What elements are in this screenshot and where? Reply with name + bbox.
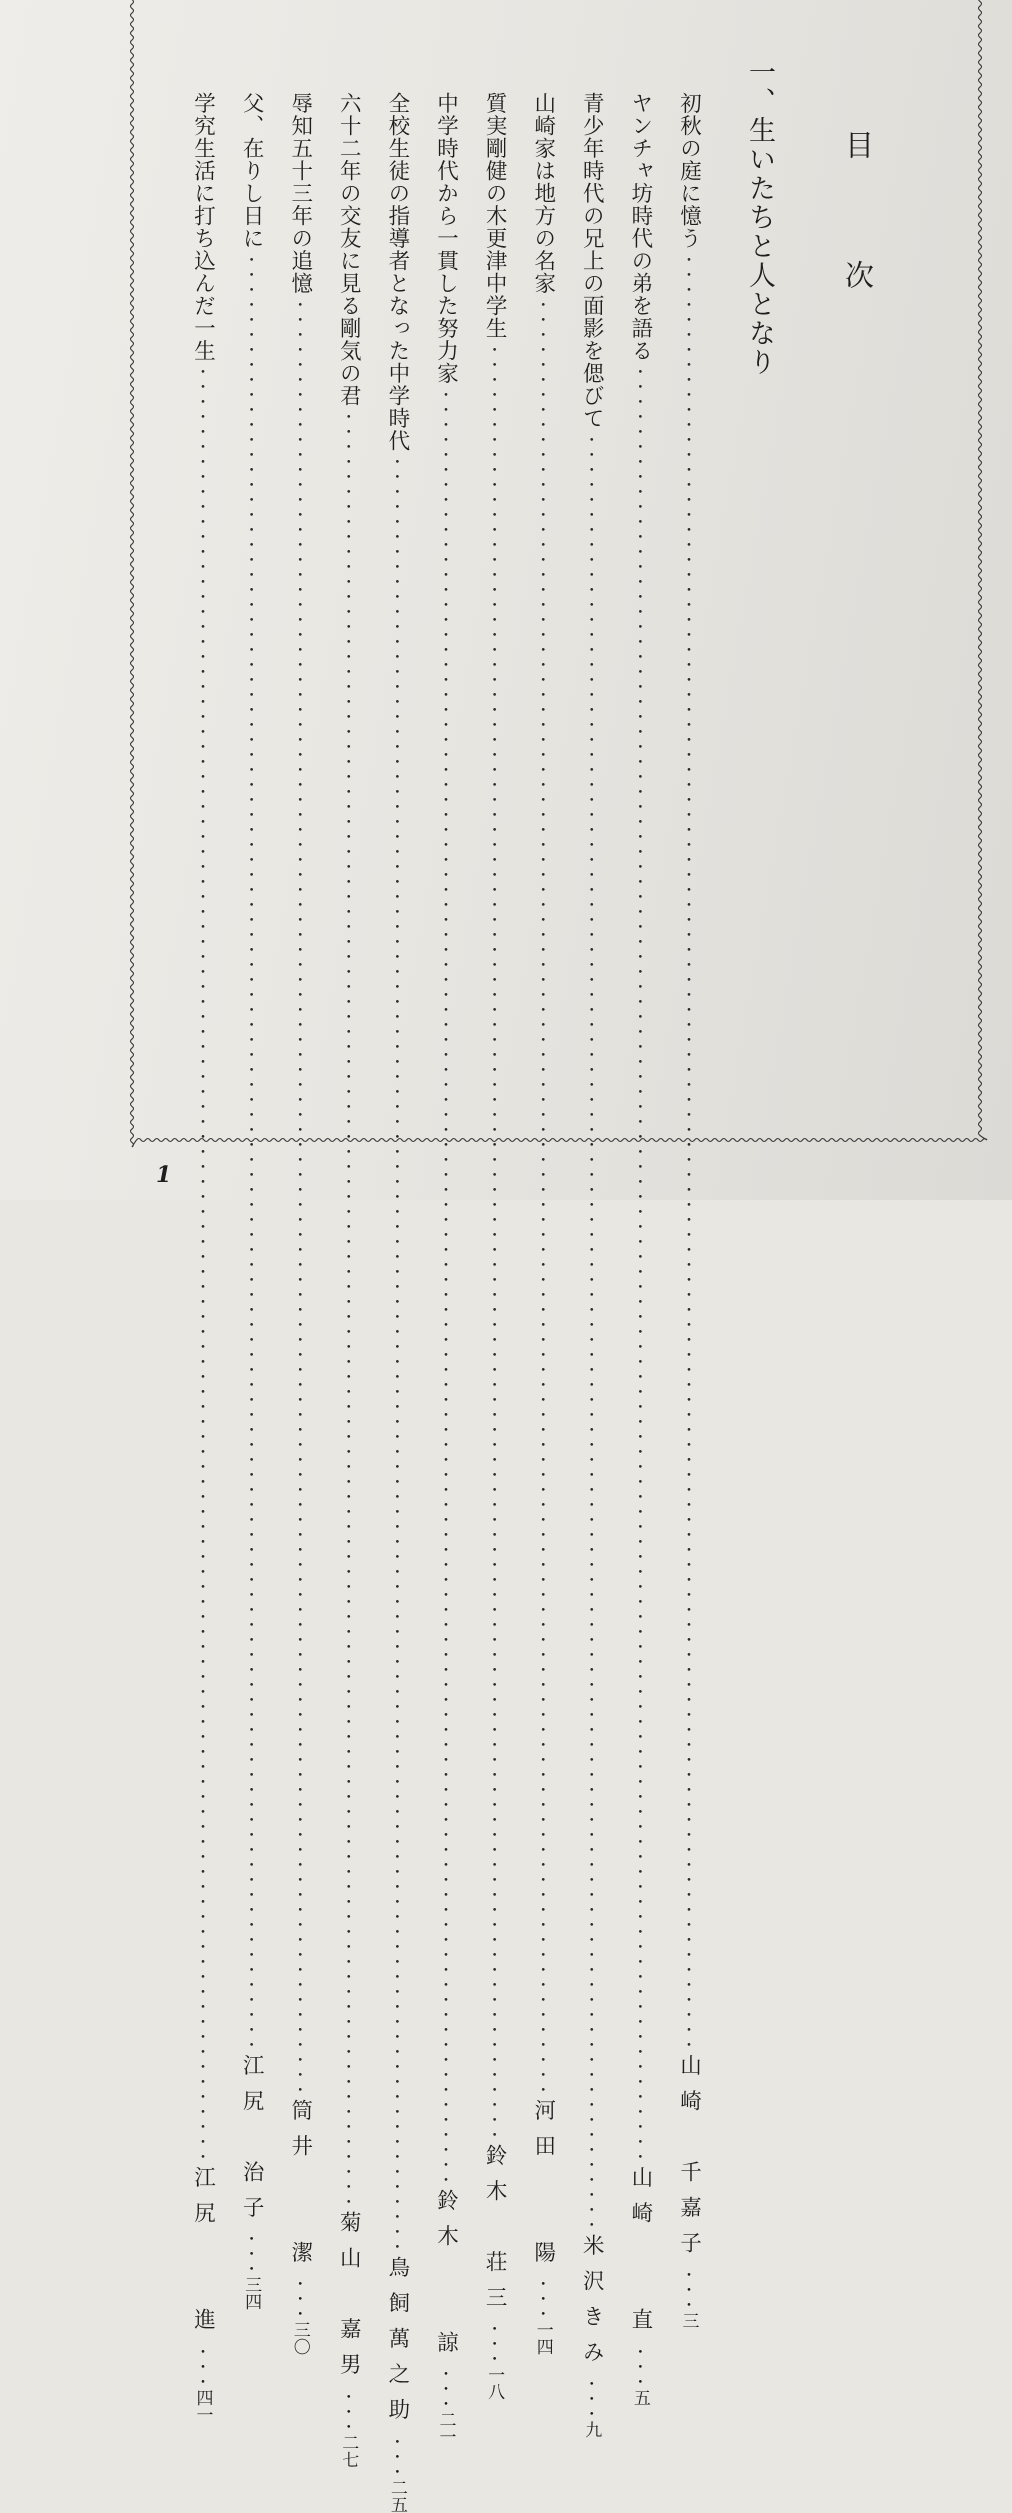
entry-page-number: 二一	[435, 2411, 456, 2445]
entry-author: 河田 陽	[530, 2098, 556, 2276]
leader-dots: ・・・・・・・・・・・・・・・・・・・・・・・・・・・・・・・・・・・・・・・・・・・・・・・・・・・・・・・・・・・・・・・・・・・・・・・・・・・・・・・・・・・・・・・・・・・・・・・・・・・・・・・・・・・・・・・・・・・・・・・・	[242, 251, 261, 2052]
toc-entry	[283, 92, 317, 2355]
entry-title: 父、在りし日に	[239, 92, 265, 250]
toc-title: 目 次	[841, 130, 875, 325]
entry-author: 江尻 進	[190, 2166, 216, 2344]
toc-entry	[672, 92, 706, 2329]
entry-author: 山崎 直	[627, 2166, 653, 2344]
leader-dots: ・・・・・・・・・・・・・・・・・・・・・・・・・・・・・・・・・・・・・・・・・・・・・・・・・・・・・・・・・・・・・・・・・・・・・・・・・・・・・・・・・・・・・・・・・・・・・・・・・・・・・・・・・・・・・・・・・・・・・・・・	[533, 296, 552, 2097]
leader-dots: ・・・・・・・・・・・・・・・・・・・・・・・・・・・・・・・・・・・・・・・・・・・・・・・・・・・・・・・・・・・・・・・・・・・・・・・・・・・・・・・・・・・・・・・・・・・・・・・・・・・・・・・・・・・・・・・・・・・・・・・・	[339, 409, 358, 2209]
leader-dots-short: ・・・	[242, 2231, 261, 2276]
leader-dots-short: ・・・	[436, 2366, 455, 2411]
leader-dots: ・・・・・・・・・・・・・・・・・・・・・・・・・・・・・・・・・・・・・・・・・・・・・・・・・・・・・・・・・・・・・・・・・・・・・・・・・・・・・・・・・・・・・・・・・・・・・・・・・・・・・・・・・・・・・・・・・・・・・・・・	[485, 341, 504, 2142]
toc-entry	[380, 92, 414, 2513]
leader-dots-short: ・・・	[679, 2266, 698, 2312]
toc-entry	[186, 92, 220, 2423]
leader-dots: ・・・・・・・・・・・・・・・・・・・・・・・・・・・・・・・・・・・・・・・・・・・・・・・・・・・・・・・・・・・・・・・・・・・・・・・・・・・・・・・・・・・・・・・・・・・・・・・・・・・・・・・・・・・・・・・・・・・・・・・・	[436, 386, 455, 2187]
entry-title: 質実剛健の木更津中学生	[482, 92, 508, 340]
toc-entry	[429, 92, 463, 2445]
entry-author: 米沢きみ	[579, 2233, 605, 2376]
entry-page-number: 五	[629, 2388, 650, 2406]
leader-dots: ・・・・・・・・・・・・・・・・・・・・・・・・・・・・・・・・・・・・・・・・・・・・・・・・・・・・・・・・・・・・・・・・・・・・・・・・・・・・・・・・・・・・・・・・・・・・・・・・・・・・・・・・・・・・・・・・・・・・・・・・	[582, 431, 601, 2232]
entry-page-number: 一四	[532, 2321, 553, 2355]
leader-dots-short: ・・・	[630, 2343, 649, 2389]
toc-entry	[332, 92, 366, 2468]
entry-page-number: 二七	[338, 2433, 359, 2468]
entry-page-number: 三〇	[289, 2321, 310, 2355]
leader-dots: ・・・・・・・・・・・・・・・・・・・・・・・・・・・・・・・・・・・・・・・・・・・・・・・・・・・・・・・・・・・・・・・・・・・・・・・・・・・・・・・・・・・・・・・・・・・・・・・・・・・・・・・・・・・・・・・・・・・・・・・・	[679, 251, 698, 2052]
leader-dots: ・・・・・・・・・・・・・・・・・・・・・・・・・・・・・・・・・・・・・・・・・・・・・・・・・・・・・・・・・・・・・・・・・・・・・・・・・・・・・・・・・・・・・・・・・・・・・・・・・・・・・・・・・・・・・・・・・・・・・・・・	[193, 364, 212, 2164]
leader-dots: ・・・・・・・・・・・・・・・・・・・・・・・・・・・・・・・・・・・・・・・・・・・・・・・・・・・・・・・・・・・・・・・・・・・・・・・・・・・・・・・・・・・・・・・・・・・・・・・・・・・・・・・・・・・・・・・・・・・・・・・・	[630, 364, 649, 2164]
leader-dots-short: ・・・	[485, 2321, 504, 2366]
entry-author: 鈴木 諒	[433, 2188, 459, 2366]
leader-dots: ・・・・・・・・・・・・・・・・・・・・・・・・・・・・・・・・・・・・・・・・・・・・・・・・・・・・・・・・・・・・・・・・・・・・・・・・・・・・・・・・・・・・・・・・・・・・・・・・・・・・・・・・・・・・・・・・・・・・・・・・	[387, 454, 406, 2254]
leader-dots-short: ・・・	[582, 2375, 601, 2421]
toc-entry	[575, 92, 609, 2438]
entry-title: 山崎家は地方の名家	[530, 92, 556, 295]
toc-entry	[478, 92, 512, 2400]
entry-page-number: 九	[581, 2420, 602, 2438]
entry-author: 筒井 潔	[287, 2098, 313, 2276]
entry-author: 江尻 治子	[239, 2053, 265, 2231]
leader-dots-short: ・・・	[193, 2343, 212, 2389]
entry-page-number: 二五	[386, 2478, 407, 2513]
toc-entry	[235, 92, 269, 2310]
entry-page-number: 三	[678, 2311, 699, 2329]
entry-title: 中学時代から一貫した努力家	[433, 92, 459, 385]
entry-page-number: 三四	[241, 2276, 262, 2310]
entry-author: 鈴木 荘三	[482, 2143, 508, 2321]
entry-title: 初秋の庭に憶う	[676, 92, 702, 250]
entry-author: 菊山 嘉男	[336, 2211, 362, 2389]
leader-dots-short: ・・・	[533, 2276, 552, 2321]
entry-title: ヤンチャ坊時代の弟を語る	[627, 92, 653, 362]
toc-entry	[623, 92, 657, 2406]
entry-title: 全校生徒の指導者となった中学時代	[384, 92, 410, 452]
page-number: 1	[156, 1162, 172, 1188]
entry-title: 六十二年の交友に見る剛気の君	[336, 92, 362, 407]
leader-dots-short: ・・・	[387, 2433, 406, 2479]
leader-dots: ・・・・・・・・・・・・・・・・・・・・・・・・・・・・・・・・・・・・・・・・・・・・・・・・・・・・・・・・・・・・・・・・・・・・・・・・・・・・・・・・・・・・・・・・・・・・・・・・・・・・・・・・・・・・・・・・・・・・・・・・	[290, 296, 309, 2097]
entry-title: 学究生活に打ち込んだ一生	[190, 92, 216, 362]
entry-title: 青少年時代の兄上の面影を偲びて	[579, 92, 605, 430]
entry-page-number: 一八	[484, 2366, 505, 2400]
entry-author: 鳥飼萬之助	[384, 2256, 410, 2434]
leader-dots-short: ・・・	[290, 2276, 309, 2321]
entry-page-number: 四一	[192, 2388, 213, 2423]
section-heading: 一、生いたちと人となり	[744, 58, 775, 377]
toc-entry	[526, 92, 560, 2355]
leader-dots-short: ・・・	[339, 2388, 358, 2434]
entry-author: 山崎 千嘉子	[676, 2053, 702, 2267]
entry-title: 辱知五十三年の追憶	[287, 92, 313, 295]
